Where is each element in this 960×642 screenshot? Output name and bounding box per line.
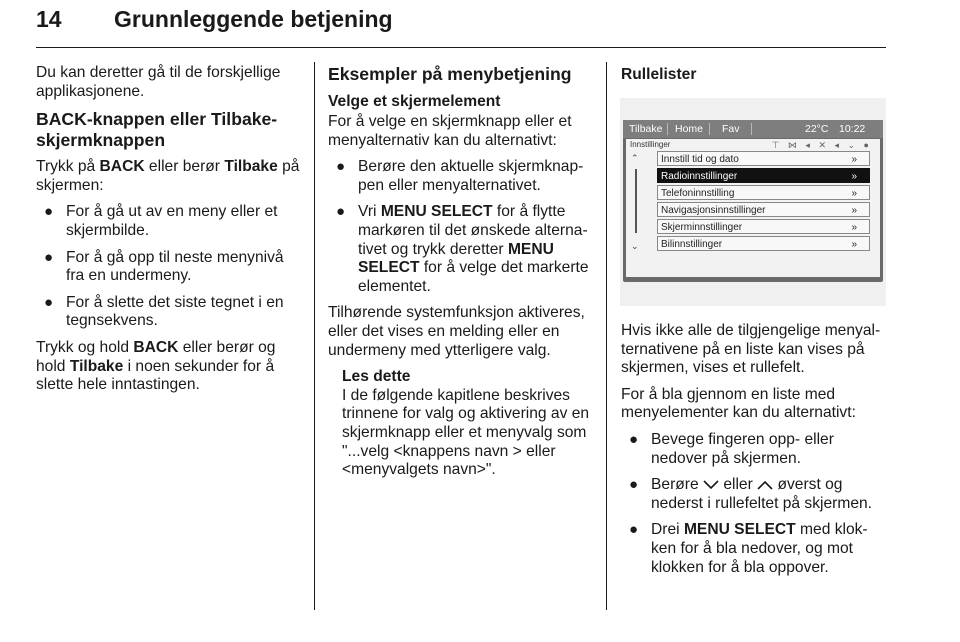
hold-paragraph: [36, 339, 304, 395]
back-key-label: BACK: [133, 338, 179, 356]
text: for å velge det markerte elementet.: [358, 259, 589, 295]
list-item: [36, 203, 304, 240]
bullet-icon: ●: [629, 430, 639, 448]
back-paragraph: [36, 158, 304, 195]
text: eller berør og hold: [36, 338, 276, 375]
text: Vri: [358, 203, 381, 221]
note-box: [328, 368, 594, 480]
page-header: [36, 4, 886, 46]
text: eller berør: [144, 158, 225, 176]
text: Trykk og hold: [36, 338, 134, 356]
column-3-body: [621, 322, 889, 585]
header-rule: [36, 47, 886, 48]
select-paragraph: For å velge en skjermknapp eller et menyalternativ kan du alternativt:: [328, 113, 572, 149]
scrollbar[interactable]: [635, 169, 637, 233]
menu-item-label: Innstill tid og dato: [661, 154, 739, 165]
bullet-icon: ●: [629, 521, 639, 539]
menu-item-bil[interactable]: [657, 236, 870, 251]
bullet-icon: ●: [336, 158, 346, 176]
chevron-down-icon: [703, 480, 719, 490]
text: Trykk på: [36, 158, 100, 176]
text: for å flytte markøren til det ønskede alterna-tivet og trykk deretter: [358, 203, 588, 258]
menu-item-label: Bilinnstillinger: [661, 239, 723, 250]
text: med klok-ken for å bla nedover, og mot klokken for å bla oppover.: [651, 521, 868, 576]
chevron-right-icon: »: [851, 205, 857, 216]
menu-select-label: MENU SELECT: [358, 240, 554, 277]
list-item: [621, 431, 889, 468]
menu-item-label: Navigasjonsinnstillinger: [661, 205, 766, 216]
column-divider-2: [606, 62, 607, 610]
bullet-icon: ●: [44, 293, 54, 311]
list-item: [328, 203, 594, 296]
tilbake-label: Tilbake: [69, 357, 124, 375]
text: eller: [719, 476, 758, 494]
list-item: [36, 294, 304, 331]
menu-select-label: MENU SELECT: [683, 521, 796, 539]
panel-title: Innstillinger: [630, 140, 671, 149]
menu-heading: Eksempler på menybetjening: [328, 64, 572, 84]
list-item: [36, 249, 304, 286]
screen-topbar: [623, 120, 883, 138]
scroll-heading: Rullelister: [621, 66, 697, 83]
temperature-readout: 22°C: [805, 123, 829, 135]
menu-item-navigasjon[interactable]: [657, 202, 870, 217]
tilbake-label: Tilbake: [224, 158, 278, 176]
tab-tilbake[interactable]: Tilbake: [629, 123, 663, 135]
tab-separator: [667, 123, 668, 135]
menu-item-label: Radioinnstillinger: [661, 171, 738, 182]
list-item-text: Berøre den aktuelle skjermknap-pen eller menyalternativet.: [358, 158, 584, 194]
scroll-up-icon[interactable]: ⌃: [631, 153, 639, 163]
list-item: [621, 476, 889, 513]
menu-select-label: MENU SELECT: [380, 203, 493, 221]
tab-separator: [751, 123, 752, 135]
bullet-icon: ●: [629, 476, 639, 494]
screen-figure: [620, 98, 886, 306]
scroll-paragraph: Hvis ikke alle de tilgjengelige menyal-ternativene på en liste kan vises på skjermen, vises et rullefelt.: [621, 322, 881, 377]
column-3: [621, 64, 889, 87]
select-subheading: Velge et skjermelement: [328, 92, 501, 110]
scroll-list: [621, 431, 889, 577]
bullet-icon: ●: [336, 203, 346, 221]
back-key-label: BACK: [99, 158, 145, 176]
list-item: [328, 158, 594, 195]
list-item-text: For å gå opp til neste menynivå fra en undermeny.: [66, 248, 284, 285]
column-1: [36, 64, 304, 403]
menu-item-label: Skjerminnstillinger: [661, 222, 743, 233]
bullet-icon: ●: [44, 203, 54, 221]
tab-separator: [709, 123, 710, 135]
note-title: Les dette: [342, 368, 411, 386]
tab-fav[interactable]: Fav: [722, 123, 740, 135]
menu-item-radio[interactable]: [657, 168, 870, 183]
chevron-right-icon: »: [851, 154, 857, 165]
system-paragraph: Tilhørende systemfunksjon aktiveres, eller det vises en melding eller en undermeny med ytterligere valg.: [328, 304, 585, 359]
status-icons: ⊤ ⋈ ◂ ✕ ◂ ⌄ ●: [771, 140, 872, 150]
chevron-right-icon: »: [851, 239, 857, 250]
clock-readout: 10:22: [839, 123, 866, 135]
text: i noen sekunder for å slette hele inntastingen.: [36, 357, 275, 394]
scroll-paragraph-2: For å bla gjennom en liste med menyelementer kan du alternativt:: [621, 385, 856, 422]
intro-paragraph: Du kan deretter gå til de forskjellige applikasjonene.: [36, 64, 281, 100]
column-divider-1: [314, 62, 315, 610]
back-heading: BACK-knappen eller Tilbake-skjermknappen: [36, 109, 278, 150]
text: på skjermen:: [36, 158, 300, 194]
note-text: I de følgende kapitlene beskrives trinnene for valg og aktivering av en skjermknapp eller et menyvalg som "...velg <knappens navn > eller <menyvalgets navn>".: [342, 386, 590, 479]
list-item-text: For å slette det siste tegnet i en tegnsekvens.: [66, 293, 284, 330]
chevron-right-icon: »: [851, 188, 857, 199]
tab-home[interactable]: Home: [675, 123, 704, 135]
column-2: [328, 64, 594, 480]
settings-panel: [626, 139, 880, 277]
chevron-right-icon: »: [851, 171, 857, 182]
menu-item-telefon[interactable]: [657, 185, 870, 200]
chevron-up-icon: [757, 480, 773, 490]
scroll-down-icon[interactable]: ⌄: [631, 241, 639, 251]
list-item-text: Bevege fingeren opp- eller nedover på skjermen.: [651, 430, 834, 467]
menu-item-tid-dato[interactable]: [657, 151, 870, 166]
list-item: [621, 521, 889, 577]
infotainment-screen: [623, 120, 883, 282]
page-title: Grunnleggende betjening: [114, 6, 393, 32]
page-number: 14: [36, 6, 62, 32]
back-list: [36, 203, 304, 331]
menu-item-label: Telefoninnstilling: [661, 188, 735, 199]
menu-item-skjerm[interactable]: [657, 219, 870, 234]
text: øverst og nederst i rullefeltet på skjermen.: [651, 476, 873, 512]
text: Berøre: [651, 476, 703, 494]
chevron-right-icon: »: [851, 222, 857, 233]
text: Drei: [651, 521, 684, 539]
list-item-text: For å gå ut av en meny eller et skjermbilde.: [66, 203, 278, 239]
bullet-icon: ●: [44, 248, 54, 266]
select-list: [328, 158, 594, 296]
